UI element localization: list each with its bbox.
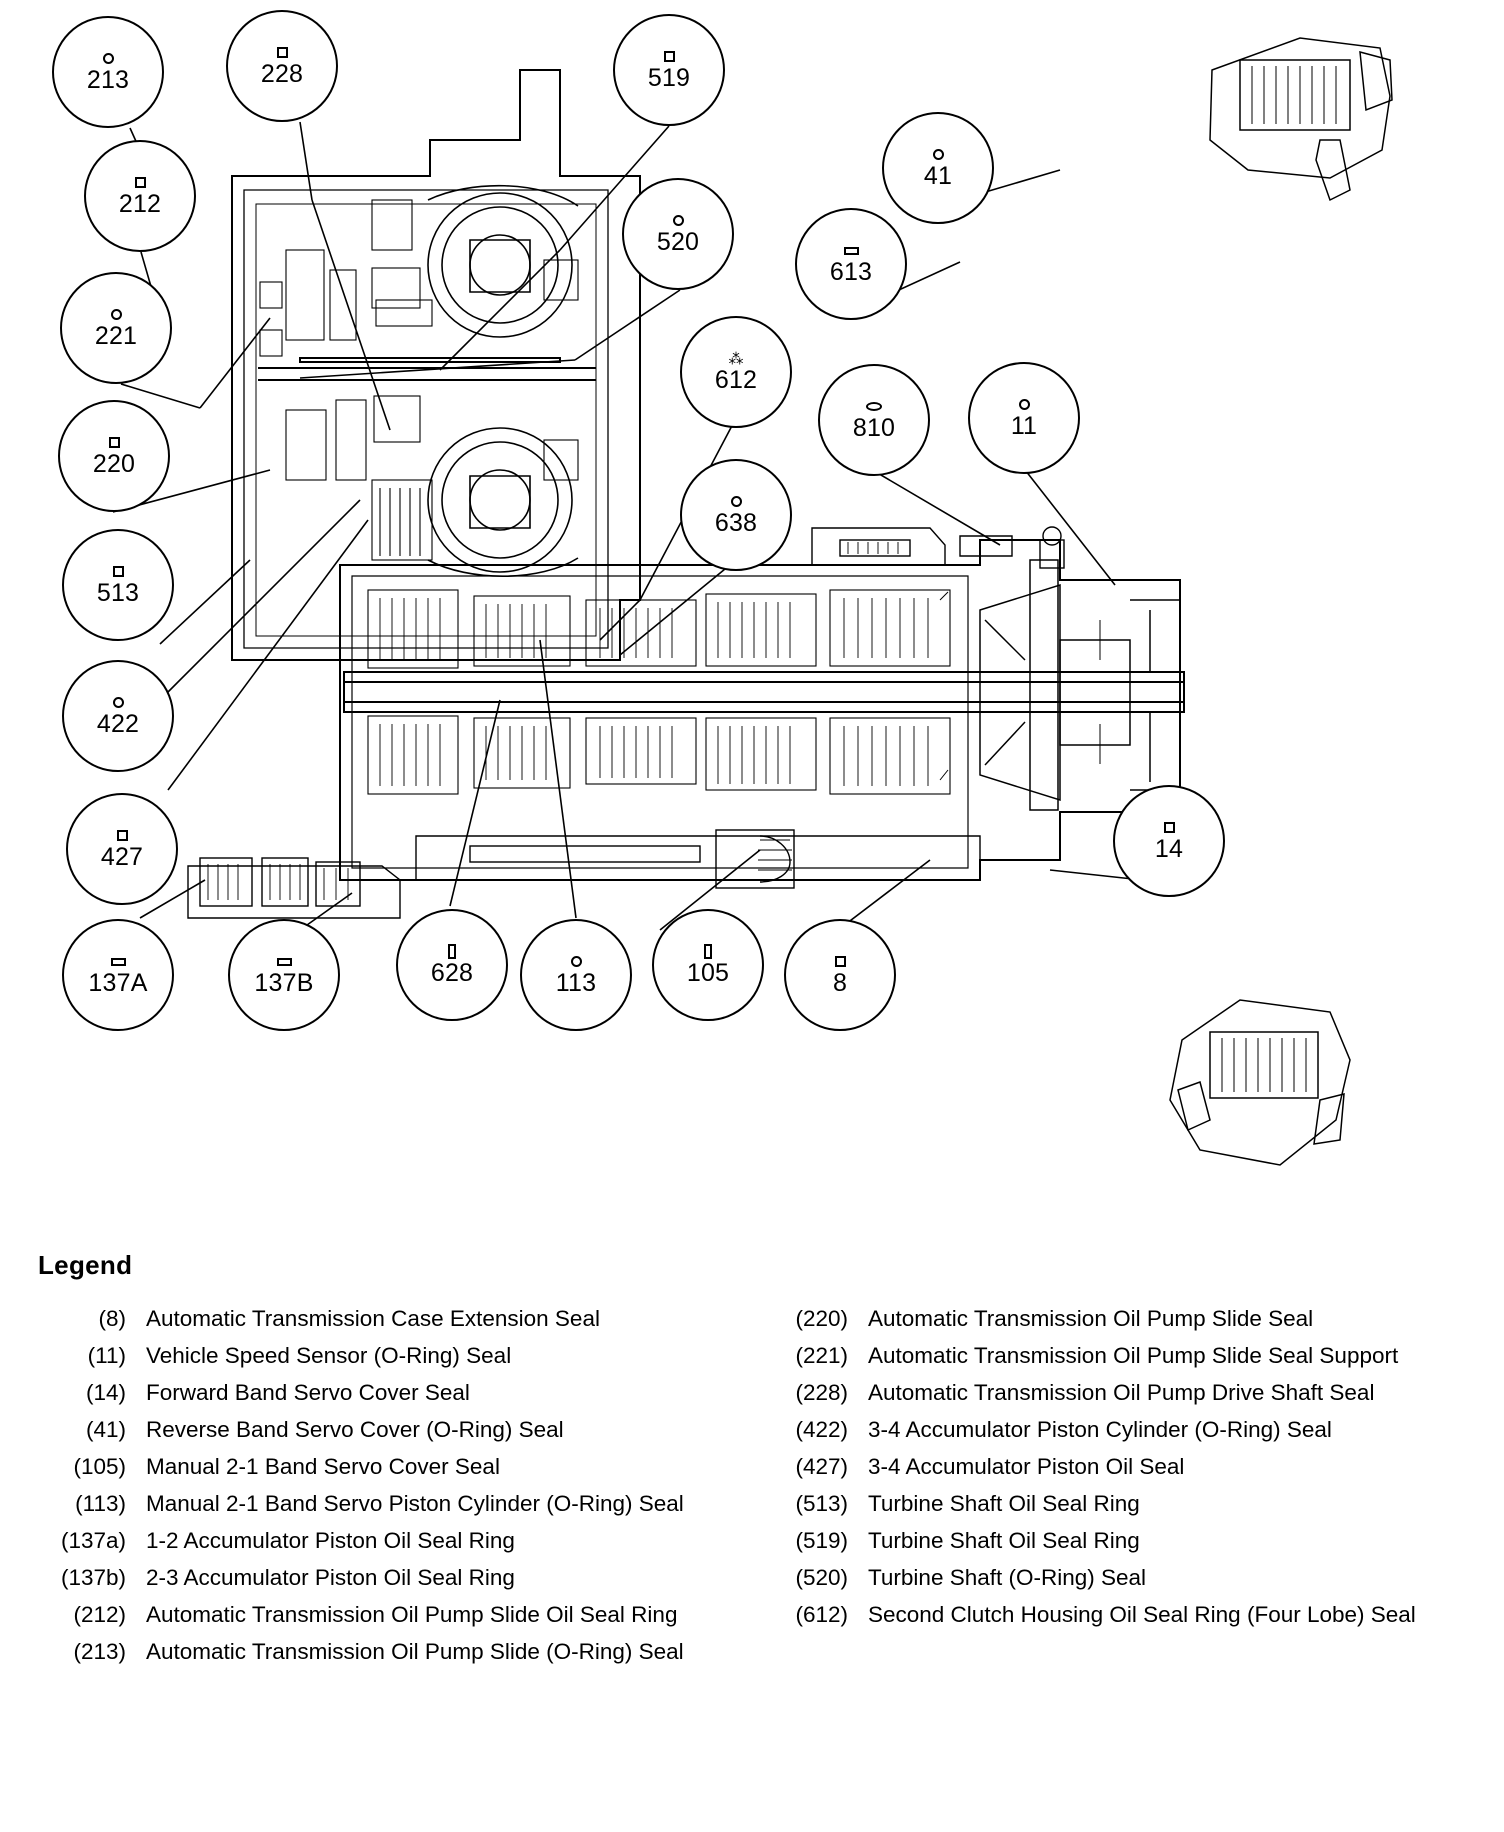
legend-item-description: Turbine Shaft Oil Seal Ring xyxy=(868,1491,1140,1516)
callout-number: 638 xyxy=(714,508,758,537)
legend-item xyxy=(38,1637,738,1667)
callout-number: 810 xyxy=(852,413,896,442)
callout-glyph-circle-icon xyxy=(571,954,582,970)
callout-glyph-circle-icon xyxy=(731,494,742,510)
callout-513[interactable] xyxy=(62,529,174,641)
callout-number: 513 xyxy=(96,578,140,607)
legend-item-key: (11) xyxy=(87,1343,126,1368)
legend-item-key: (422) xyxy=(795,1417,848,1442)
glyph-shape xyxy=(111,309,122,320)
legend-item-key: (137b) xyxy=(60,1565,126,1590)
legend-item xyxy=(760,1452,1480,1482)
callout-number: 137A xyxy=(88,968,148,997)
callout-number: 113 xyxy=(555,968,597,997)
legend-item-description: Automatic Transmission Oil Pump Drive Shaft Seal xyxy=(868,1380,1375,1405)
legend-item-description: Automatic Transmission Oil Pump Slide Seal xyxy=(868,1306,1314,1331)
glyph-shape xyxy=(111,958,126,966)
legend-title: Legend xyxy=(38,1250,133,1280)
glyph-shape xyxy=(664,51,675,62)
glyph-shape xyxy=(571,956,582,967)
legend-item-description: Manual 2-1 Band Servo Piston Cylinder (O-Ring) Seal xyxy=(146,1491,684,1516)
forward-band-servo-detail xyxy=(1170,1000,1350,1165)
callout-glyph-circle-icon xyxy=(933,147,944,163)
legend-item-key: (212) xyxy=(73,1602,126,1627)
callout-number: 213 xyxy=(86,65,130,94)
legend-item-description: Manual 2-1 Band Servo Cover Seal xyxy=(146,1454,500,1479)
callout-number: 212 xyxy=(118,189,162,218)
callout-number: 228 xyxy=(260,59,304,88)
callout-number: 14 xyxy=(1154,834,1184,863)
callout-number: 220 xyxy=(92,449,136,478)
glyph-shape xyxy=(117,830,128,841)
callout-number: 519 xyxy=(647,63,691,92)
legend-item xyxy=(760,1378,1480,1408)
callout-glyph-circle-icon xyxy=(103,51,114,67)
legend-item-description: Automatic Transmission Oil Pump Slide Oil Seal Ring xyxy=(146,1602,678,1627)
glyph-shape xyxy=(731,496,742,507)
glyph-shape xyxy=(933,149,944,160)
callout-glyph-fourlobe-icon: ⁂ xyxy=(728,349,744,368)
callout-glyph-rect-wide-icon xyxy=(277,954,292,970)
callout-11[interactable] xyxy=(968,362,1080,474)
legend-item-description: Second Clutch Housing Oil Seal Ring (Four Lobe) Seal xyxy=(868,1602,1416,1627)
glyph-shape xyxy=(1164,822,1175,833)
callout-glyph-square-icon xyxy=(277,45,288,61)
legend-item-description: Automatic Transmission Oil Pump Slide Seal Support xyxy=(868,1343,1399,1368)
callout-number: 105 xyxy=(686,958,730,987)
glyph-shape xyxy=(103,53,114,64)
legend-item xyxy=(760,1304,1480,1334)
callout-number: 628 xyxy=(430,958,474,987)
oil-pan-strip xyxy=(416,830,980,888)
callout-glyph-square-icon xyxy=(109,435,120,451)
legend-item xyxy=(38,1341,738,1371)
callout-220[interactable] xyxy=(58,400,170,512)
misc-detail xyxy=(940,592,1100,780)
glyph-shape xyxy=(277,958,292,966)
legend-item-key: (612) xyxy=(795,1602,848,1627)
legend-item xyxy=(760,1415,1480,1445)
callout-glyph-square-icon xyxy=(835,954,846,970)
callout-613[interactable] xyxy=(795,208,907,320)
callout-glyph-rect-wide-icon xyxy=(844,243,859,259)
legend-item-key: (105) xyxy=(73,1454,126,1479)
callout-number: 427 xyxy=(100,842,144,871)
legend-item xyxy=(760,1563,1480,1593)
transmission-main-body xyxy=(340,540,1180,880)
callout-212[interactable] xyxy=(84,140,196,252)
callout-glyph-circle-icon xyxy=(673,213,684,229)
legend-item xyxy=(38,1600,738,1630)
legend-item xyxy=(760,1600,1480,1630)
legend-item-description: Automatic Transmission Case Extension Seal xyxy=(146,1306,600,1331)
glyph-shape xyxy=(135,177,146,188)
callout-glyph-square-icon xyxy=(117,828,128,844)
glyph-shape xyxy=(704,944,712,959)
legend-item-description: 1-2 Accumulator Piston Oil Seal Ring xyxy=(146,1528,515,1553)
glyph-shape xyxy=(277,47,288,58)
legend-column-left xyxy=(38,1304,738,1674)
callout-glyph-square-icon xyxy=(664,49,675,65)
callout-137a[interactable] xyxy=(62,919,174,1031)
callout-glyph-rect-wide-icon xyxy=(111,954,126,970)
legend-item-description: 3-4 Accumulator Piston Cylinder (O-Ring) Seal xyxy=(868,1417,1332,1442)
callout-glyph-square-icon xyxy=(113,564,124,580)
legend-item xyxy=(760,1489,1480,1519)
legend-item-key: (520) xyxy=(795,1565,848,1590)
callout-810[interactable] xyxy=(818,364,930,476)
glyph-shape xyxy=(673,215,684,226)
callout-glyph-circle-icon xyxy=(113,695,124,711)
legend-item xyxy=(38,1304,738,1334)
callout-105[interactable] xyxy=(652,909,764,1021)
legend-item-key: (228) xyxy=(795,1380,848,1405)
legend-item-key: (221) xyxy=(795,1343,848,1368)
legend-item xyxy=(760,1341,1480,1371)
callout-number: 612 xyxy=(714,365,758,394)
legend-item-key: (8) xyxy=(98,1306,126,1331)
glyph-shape xyxy=(1019,399,1030,410)
callout-14[interactable] xyxy=(1113,785,1225,897)
legend-item-description: Turbine Shaft Oil Seal Ring xyxy=(868,1528,1140,1553)
legend-item-key: (14) xyxy=(85,1380,126,1405)
callout-213[interactable] xyxy=(52,16,164,128)
legend-item-key: (220) xyxy=(795,1306,848,1331)
legend-column-right xyxy=(760,1304,1480,1637)
legend-item xyxy=(760,1526,1480,1556)
glyph-shape xyxy=(113,697,124,708)
glyph-shape xyxy=(866,402,882,411)
case-extension xyxy=(980,560,1180,810)
legend-item-key: (137a) xyxy=(60,1528,126,1553)
legend-item-key: (427) xyxy=(795,1454,848,1479)
callout-number: 221 xyxy=(94,321,138,350)
clutch-pack-upper xyxy=(368,590,950,668)
legend-item xyxy=(38,1563,738,1593)
callout-519[interactable] xyxy=(613,14,725,126)
callout-number: 520 xyxy=(656,227,700,256)
callout-638[interactable] xyxy=(680,459,792,571)
legend-item-description: 3-4 Accumulator Piston Oil Seal xyxy=(868,1454,1185,1479)
legend-item xyxy=(38,1452,738,1482)
glyph-shape xyxy=(844,247,859,255)
callout-8[interactable] xyxy=(784,919,896,1031)
callout-number: 41 xyxy=(923,161,953,190)
legend-item-key: (519) xyxy=(795,1528,848,1553)
callout-number: 8 xyxy=(832,968,848,997)
legend-item xyxy=(38,1378,738,1408)
callout-612[interactable] xyxy=(680,316,792,428)
glyph-shape xyxy=(113,566,124,577)
legend-item-description: Automatic Transmission Oil Pump Slide (O-Ring) Seal xyxy=(146,1639,684,1664)
legend-item-description: Forward Band Servo Cover Seal xyxy=(146,1380,470,1405)
clutch-pack-lower xyxy=(368,716,950,794)
legend-item-description: Vehicle Speed Sensor (O-Ring) Seal xyxy=(146,1343,512,1368)
callout-glyph-oval-icon xyxy=(866,399,882,415)
glyph-shape xyxy=(448,944,456,959)
callout-113[interactable] xyxy=(520,919,632,1031)
callout-glyph-circle-icon xyxy=(1019,397,1030,413)
glyph-shape xyxy=(835,956,846,967)
legend-item xyxy=(38,1415,738,1445)
case-housing-outline xyxy=(232,70,640,660)
callout-number: 422 xyxy=(96,709,140,738)
callout-glyph-square-icon xyxy=(135,175,146,191)
callout-628[interactable] xyxy=(396,909,508,1021)
legend-item-description: Turbine Shaft (O-Ring) Seal xyxy=(868,1565,1147,1590)
callout-422[interactable] xyxy=(62,660,174,772)
legend-item-description: 2-3 Accumulator Piston Oil Seal Ring xyxy=(146,1565,515,1590)
callout-glyph-rect-tall-icon xyxy=(448,944,456,960)
callout-427[interactable] xyxy=(66,793,178,905)
callout-number: 11 xyxy=(1010,411,1038,440)
legend-item-key: (213) xyxy=(73,1639,126,1664)
callout-glyph-rect-tall-icon xyxy=(704,944,712,960)
accumulator-assembly-detail xyxy=(188,858,400,918)
legend-item-description: Reverse Band Servo Cover (O-Ring) Seal xyxy=(146,1417,564,1442)
callout-number: 137B xyxy=(254,968,314,997)
reverse-band-servo-detail xyxy=(1210,38,1392,200)
callout-41[interactable] xyxy=(882,112,994,224)
legend-item-key: (513) xyxy=(795,1491,848,1516)
callout-glyph-square-icon xyxy=(1164,820,1175,836)
legend-item xyxy=(38,1489,738,1519)
callout-137b[interactable] xyxy=(228,919,340,1031)
callout-228[interactable] xyxy=(226,10,338,122)
callout-number: 613 xyxy=(829,257,873,286)
legend-item xyxy=(38,1526,738,1556)
legend-item-key: (113) xyxy=(75,1491,126,1516)
glyph-shape xyxy=(109,437,120,448)
callout-glyph-circle-icon xyxy=(111,307,122,323)
legend-item-key: (41) xyxy=(85,1417,126,1442)
callout-221[interactable] xyxy=(60,272,172,384)
callout-520[interactable] xyxy=(622,178,734,290)
